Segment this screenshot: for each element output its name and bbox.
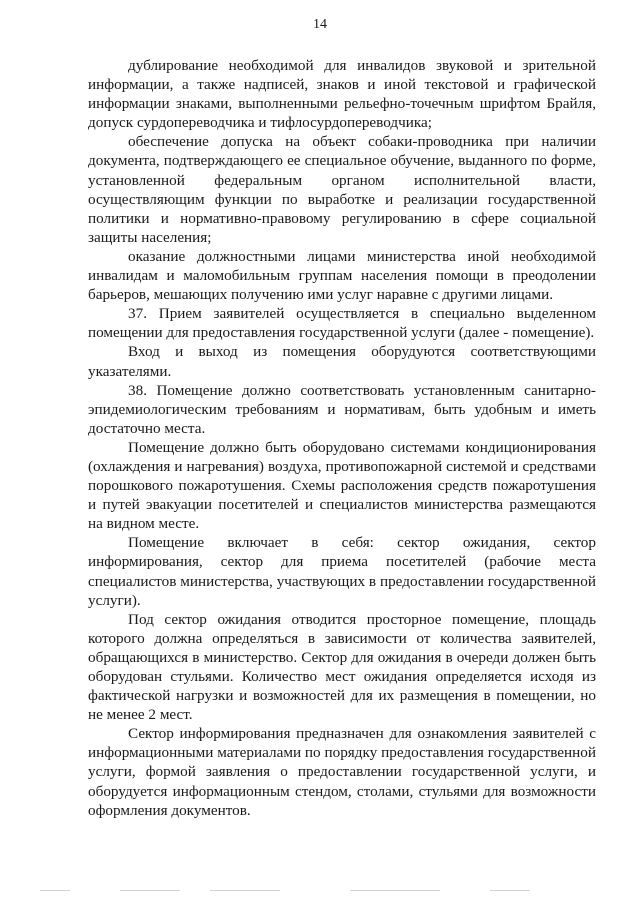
paragraph-staff-assistance: оказание должностными лицами министерства иной необходимой инвалидам и маломобильным группам населения помощи в преодолении барьеров, мешающих получению ими услуг наравне с другими лицами. <box>88 247 596 304</box>
paragraph-fire-safety-equipment: Помещение должно быть оборудовано системами кондиционирования (охлаждения и нагревания) воздуха, противопожарной системой и средствами порошкового пожаротушения. Схемы расположения средств пожаротушения и путей эвакуации посетителей и специалистов министерства размещаются на видном месте. <box>88 438 596 533</box>
paragraph-room-sectors: Помещение включает в себя: сектор ожидания, сектор информирования, сектор для приема посетителей (рабочие места специалистов министерства, участвующих в предоставлении государственной услуги). <box>88 534 596 609</box>
page-number: 14 <box>313 17 327 32</box>
paragraph-braille-duplication: дублирование необходимой для инвалидов звуковой и зрительной информации, а также надписей, знаков и иной текстовой и графической информации знаками, выполненными рельефно-точечным шрифтом Брайля, допуск сурдопереводчика и тифлосурдопереводчика; <box>88 57 596 132</box>
paragraph-information-sector: Сектор информирования предназначен для ознакомления заявителей с информационными материалами по порядку предоставления государственной услуги, формой заявления о предоставлении государственной услуги, и оборудуется информационным стендом, столами, стульями для возможности оформления документов. <box>88 725 596 819</box>
paragraph-waiting-sector: Под сектор ожидания отводится просторное помещение, площадь которого должна определяться в зависимости от количества заявителей, обращающихся в министерство. Сектор для ожидания в очереди должен быть оборудован стульями. Количество мест ожидания определяется исходя из фактической нагрузки и возможностей для их размещения в помещении, но не менее 2 мест. <box>88 610 596 724</box>
paragraph-37-reception-room: 37. Прием заявителей осуществляется в специально выделенном помещении для предоставления государственной услуги (далее - помещение). <box>88 305 596 342</box>
paragraph-38-sanitary-requirements: 38. Помещение должно соответствовать установленным санитарно-эпидемиологическим требованиям и нормативам, быть удобным и иметь достаточно места. <box>88 381 596 437</box>
paragraph-guide-dog-access: обеспечение допуска на объект собаки-проводника при наличии документа, подтверждающего ее специальное обучение, выданного по форме, установленной федеральным органом исполнительной власти, осуществляющим функции по выработке и реализации государственной политики и нормативно-правовому регулированию в сфере социальной защиты населения; <box>88 133 596 246</box>
document-body <box>88 56 596 820</box>
paragraph-entrance-exit-signs: Вход и выход из помещения оборудуются соответствующими указателями. <box>88 343 596 380</box>
scan-artifact-footer <box>20 890 620 896</box>
